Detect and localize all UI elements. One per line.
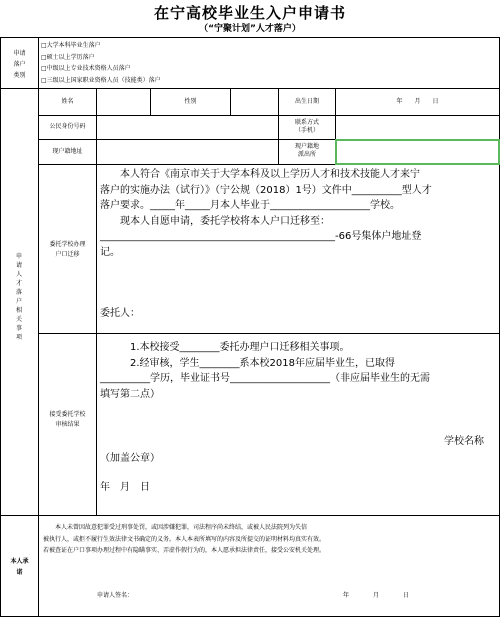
- address-field[interactable]: [98, 142, 276, 162]
- category-label: 申请 落户 类别: [13, 50, 26, 79]
- column-divider: [96, 88, 97, 515]
- police-station-label: 现户籍地 派出所: [294, 143, 319, 158]
- entrust-statement: 本人符合《南京市关于大学本科及以上学历人才和技术技能人才来宁 落户的实施办法（试行）》（宁公规（2018）1号）文件中__________型人才 落户要求。_____年_____月本人毕业于____________________学校。 现本人自愿申请，委托学校将本人户口迁移至： _______________________________________________-66号集体户地址登 记。: [100, 169, 432, 258]
- entrust-signer-label: 委托人：: [100, 308, 140, 319]
- applicant-signature-label: 申请人签名：: [97, 592, 134, 599]
- police-station-field[interactable]: [335, 139, 500, 165]
- acceptance-statement: 1.本校接受________委托办理户口迁移相关事项。 2.经审核，学生________系本校2018年应届毕业生，已取得 __________学历，毕业证书号____________________（非应届毕业生的无需 填写第二点）: [100, 342, 430, 400]
- table-border-left: [0, 37, 1, 617]
- applicant-section-label: 申 请 人 才 落 户 相 关 事 项: [15, 253, 22, 341]
- column-divider: [230, 88, 231, 115]
- id-number-label: 公民身份号码: [49, 123, 86, 130]
- id-number-field[interactable]: [98, 118, 276, 137]
- contact-label: 联系方式 （手机）: [294, 119, 319, 134]
- gender-label: 性别: [184, 98, 197, 105]
- applicant-signature-field[interactable]: [150, 588, 320, 602]
- acceptance-date: 年 月 日: [100, 482, 150, 493]
- signature-date: 年 月 日: [343, 592, 410, 599]
- phone-field[interactable]: [337, 118, 497, 137]
- form-subtitle: （“宁聚计划”人才落户）: [199, 24, 301, 34]
- category-options: [41, 40, 161, 86]
- category-option-vocational[interactable]: □三级以上国家职业资格人员（技能类）落户: [41, 76, 161, 84]
- entrust-label: 委托学校办理 户口迁移: [49, 241, 86, 258]
- address-label: 现户籍地址: [52, 148, 83, 155]
- row-divider: [38, 333, 500, 334]
- birth-date-label: 出生日期: [294, 98, 319, 105]
- seal-label: （加盖公章）: [100, 453, 160, 464]
- row-divider: [0, 88, 500, 89]
- form-title: 在宁高校毕业生入户申请书: [153, 4, 346, 22]
- name-label: 姓名: [61, 98, 74, 105]
- table-border-top: [0, 37, 500, 38]
- category-option-bachelor[interactable]: □大学本科毕业生落户: [41, 42, 101, 49]
- category-option-technical[interactable]: □中级以上专业技术资格人员落户: [41, 65, 131, 72]
- name-field[interactable]: [98, 92, 148, 112]
- commitment-label: 本人承 诺: [10, 558, 29, 576]
- school-name-label: 学校名称: [444, 436, 484, 447]
- category-option-master[interactable]: □硕士以上学历落户: [41, 53, 95, 61]
- row-divider: [0, 515, 500, 516]
- row-divider: [38, 115, 500, 116]
- acceptance-label: 接受委托学校 审核结果: [49, 411, 86, 428]
- commitment-text: 本人未曾因故意犯罪受过刑事处罚，或因涉嫌犯罪，司法程序尚未终结，或被人民法院列为失信 被执行人，或拒不履行生效法律文书确定的义务。本人本表所填写的内容及所提交的证明材料均真实有效。 若被查证在户口事项办理过程中有隐瞒事实、弄虚作假行为的，本人愿承担法律责任，接受公安机关处理。: [43, 524, 326, 554]
- birth-date-field[interactable]: 年 月 日: [396, 98, 439, 105]
